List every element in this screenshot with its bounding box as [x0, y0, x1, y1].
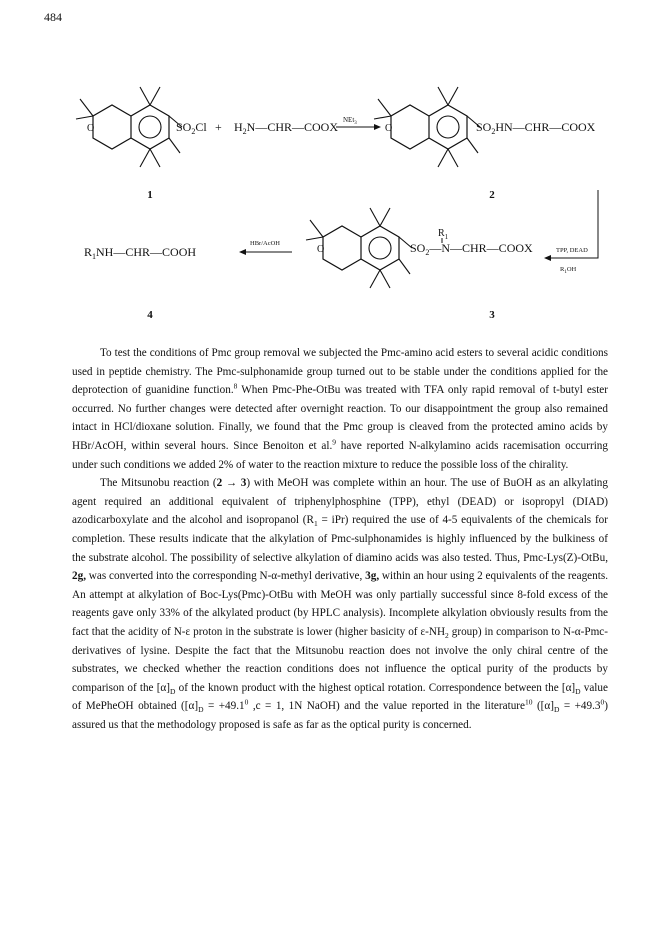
compound-1-structure — [76, 87, 182, 167]
sulfonyl-chloride-label: $SO_2Cl$ — [176, 120, 207, 136]
n-alkyl-amino-acid-label: $R_1NH—CHR—COOH$ — [84, 245, 197, 261]
compound-3-structure — [306, 208, 412, 288]
reaction-scheme — [0, 0, 672, 330]
oxygen-label: O — [385, 123, 393, 134]
arrow-label-net3: NEt$_3$ — [343, 116, 357, 126]
paragraph-pmc-removal: To test the conditions of Pmc group removal we subjected the Pmc-amino acid esters to several acidic conditions used in peptide chemistry. The Pmc-sulphonamide group turned out to be stable under the conditions applied for the deprotection of guanidine function.$^8$ When Pmc-Phe-OtBu was treated with TFA only rapid removal of t-butyl ester occurred. No further changes were detected after overnight reaction. To our disappointment the group also remained intact in HCl/dioxane solution. Finally, we found that the Pmc group is cleaved from the protected amino acids by HBr/AcOH, within several hours. Since Benoiton et al.$^9$ have reported N-alkylamino acids racemisation occurring under such conditions we added 2% of water to the reaction mixture to reduce the possible loss of the chirality. — [72, 347, 608, 471]
reagent-r1oh: $R_1OH$ — [560, 266, 577, 275]
compound-label-1: 1 — [147, 189, 153, 201]
alkylated-sulfonamide-label: $SO_2—N—CHR—COOX$ — [410, 241, 533, 257]
paragraph-mitsunobu: The Mitsunobu reaction (2 → 3) with MeOH was complete within an hour. The use of BuOH as an alkylating agent required an additional equivalent of triphenylphosphine (TPP), ethyl (DEAD) or isopropyl (DIAD) azodicarboxylate and the alcohol and isopropanol $(R_1 = iPr)$ required the use of 4-5 equivalents of the chemicals for completion. These results indicate that the alkylation of Pmc-sulphonamides is highly influenced by the bulkiness of the substrate alcohol. The possibility of selective alkylation of diamino acids was also tested. Thus, Pmc-Lys(Z)-OtBu, 2g, was converted into the corresponding N-α-methyl derivative, 3g, within an hour using 2 equivalents of the reagents. An attempt at alkylation of Boc-Lys(Pmc)-OtBu with MeOH was only partially successful since 8-fold excess of the reagents gave only 33% of the alkylated product (by HPLC analysis). Incomplete alkylation obviously results from the fact that the acidity of N-ε proton in the substrate is lower (higher basicity of $\varepsilon-NH_2$ group) in comparison to N-α-Pmc-derivatives of lysine. Despite the fact that the Mitsunobu reaction does not involve the only chiral centre of the substrates, we checked whether the reaction conditions does not influence the optical purity of the products by comparison of the $[\alpha]_D$ of the known product with the highest optical rotation. Correspondence between the $[\alpha]_D$ value of MePheOH obtained ($[\alpha]_D = +49.1^0$ ,c = 1, 1N NaOH) and the value reported in the literature$^{10}$ $([\alpha]_D = +49.3^0)$ assured us that the methodology proposed is safe as far as the optical purity is concerned. — [72, 477, 608, 731]
r1-substituent-label: $R_1$ — [438, 228, 449, 241]
body-text — [72, 344, 608, 734]
sulfonamide-product-label: $SO_2HN—CHR—COOX$ — [476, 120, 596, 136]
reagent-tpp-dead: TPP, DEAD — [556, 247, 588, 254]
compound-label-3: 3 — [489, 309, 495, 321]
oxygen-label: O — [87, 123, 95, 134]
amino-ester-label: $H_2N—CHR—COOX$ — [234, 120, 339, 136]
compound-2-structure — [374, 87, 480, 167]
compound-label-2: 2 — [489, 189, 495, 201]
compound-label-4: 4 — [147, 309, 153, 321]
oxygen-label: O — [317, 244, 325, 255]
page-number: 484 — [44, 10, 62, 24]
plus-sign: + — [215, 120, 222, 134]
arrow-label-hbr-acoh: HBr/AcOH — [250, 240, 280, 247]
